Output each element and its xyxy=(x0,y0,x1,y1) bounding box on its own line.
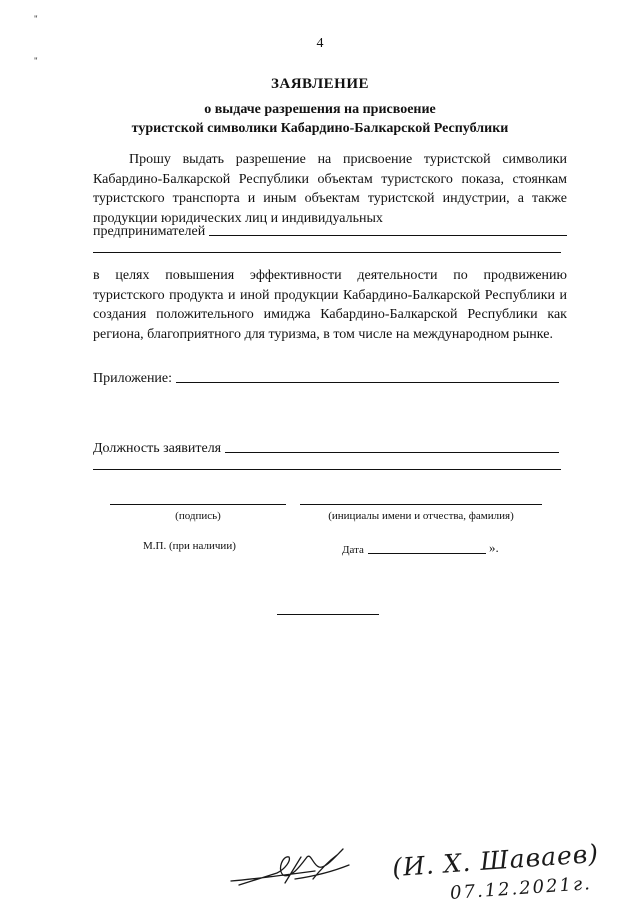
position-fill-line[interactable] xyxy=(225,452,559,453)
entrepreneurs-continuation-line[interactable] xyxy=(93,252,561,253)
handwritten-signature xyxy=(225,835,375,895)
document-subtitle xyxy=(0,100,640,138)
signature-line[interactable] xyxy=(110,504,286,505)
purpose-paragraph: в целях повышения эффективности деятельности по продвижению туристского продукта и иной продукции Кабардино-Балкарской Республики и создания положительного имиджа Кабардино-Балкарской Республики как региона, благоприятного для туризма, в том числе на международном рынке. xyxy=(93,268,567,342)
margin-mark-top: " xyxy=(34,14,38,24)
document-title: ЗАЯВЛЕНИЕ xyxy=(270,76,370,92)
attachment-fill-line[interactable] xyxy=(176,382,559,383)
stamp-label: М.П. (при наличии) xyxy=(143,540,236,552)
name-caption: (инициалы имени и отчества, фамилия) xyxy=(328,510,514,522)
signature-caption: (подпись) xyxy=(175,510,221,522)
date-fill-line[interactable] xyxy=(368,553,486,554)
margin-mark-bottom: " xyxy=(34,56,38,66)
entrepreneurs-fill-line[interactable] xyxy=(209,235,567,236)
position-label: Должность заявителя xyxy=(93,441,222,456)
position-line[interactable] xyxy=(93,437,559,457)
entrepreneurs-label: предпринимателей xyxy=(93,224,206,239)
attachment-line[interactable] xyxy=(93,367,559,387)
position-continuation-line[interactable] xyxy=(93,469,561,470)
request-paragraph: Прошу выдать разрешение на присвоение туристской символики Кабардино-Балкарской Республики объектам туристского показа, стоянкам туристского транспорта и иным объектам туристской индустрии, а также продукции юридических лиц и индивидуальных xyxy=(93,152,567,226)
handwritten-date: 07.12.2021г. xyxy=(449,873,593,904)
closing-line xyxy=(277,614,379,615)
date-label: Дата xyxy=(342,544,364,556)
date-field[interactable] xyxy=(342,540,512,556)
attachment-label: Приложение: xyxy=(93,371,173,386)
page-number: 4 xyxy=(316,36,324,51)
name-line[interactable] xyxy=(300,504,542,505)
subtitle-line-1: о выдаче разрешения на присвоение xyxy=(204,102,436,117)
handwritten-name: (И. Х. Шаваев) xyxy=(391,838,600,883)
date-suffix: ». xyxy=(488,540,499,555)
entrepreneurs-line[interactable] xyxy=(93,220,567,240)
subtitle-line-2: туристской символики Кабардино-Балкарской Республики xyxy=(131,121,509,136)
